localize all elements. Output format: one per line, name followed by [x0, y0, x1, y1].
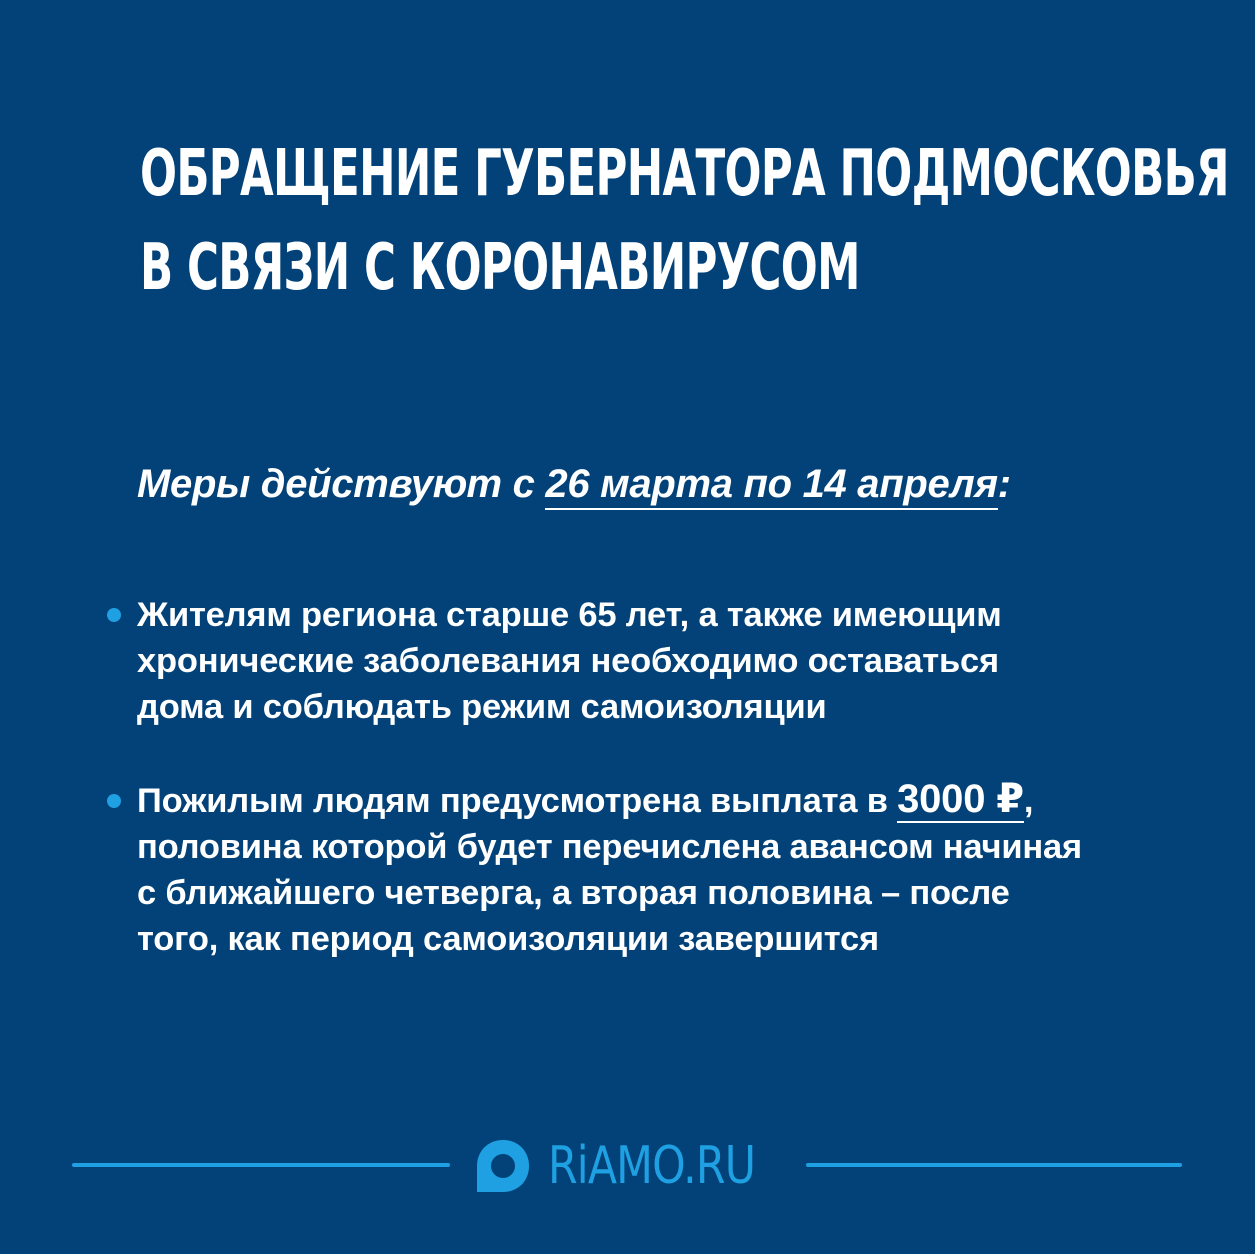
footer-divider-right — [806, 1163, 1182, 1167]
speech-bubble-icon — [474, 1137, 532, 1195]
bullet-dot-icon — [107, 794, 121, 808]
measures-period-prefix: Меры действуют с — [137, 462, 546, 506]
measures-period-suffix: : — [997, 462, 1011, 506]
list-item-line: половина которой будет перечислена авансом начиная — [137, 828, 1082, 866]
title-line-2: В СВЯЗИ С КОРОНАВИРУСОМ — [140, 231, 860, 305]
measures-period-dates: 26 марта по 14 апреля — [545, 464, 997, 510]
site-logo-text: RiAMO.RU — [548, 1136, 756, 1196]
measures-period — [137, 462, 1011, 510]
list-item — [137, 778, 1147, 962]
title-line-1: ОБРАЩЕНИЕ ГУБЕРНАТОРА ПОДМОСКОВЬЯ — [140, 137, 1229, 211]
list-item — [137, 592, 1147, 730]
payment-text: Пожилым людям предусмотрена выплата в — [137, 782, 898, 820]
bullet-dot-icon — [107, 608, 121, 622]
list-item-line: Жителям региона старше 65 лет, а также имеющим — [137, 596, 1002, 634]
footer-divider-left — [72, 1163, 450, 1167]
payment-amount: 3000 ₽ — [897, 777, 1024, 821]
list-item-line — [137, 778, 1147, 824]
list-item-line: того, как период самоизоляции завершится — [137, 920, 879, 958]
payment-text-suffix: , — [1023, 782, 1034, 820]
list-item-line: хронические заболевания необходимо оставаться — [137, 642, 999, 680]
list-item-line: дома и соблюдать режим самоизоляции — [137, 688, 827, 726]
list-item-line: с ближайшего четверга, а вторая половина – после — [137, 874, 1010, 912]
